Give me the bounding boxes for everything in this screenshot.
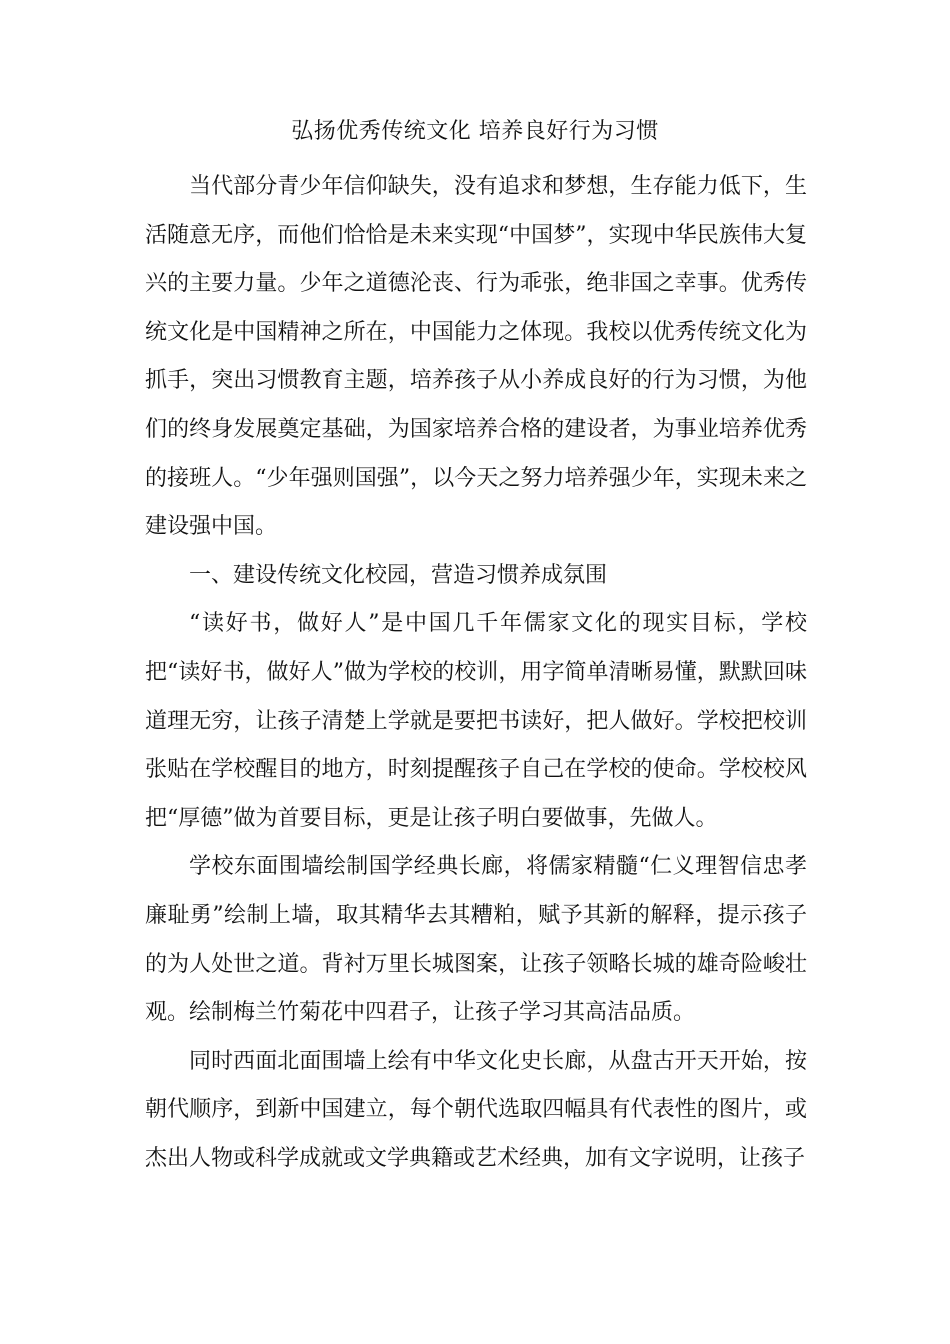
section-heading-1: 一、建设传统文化校园，营造习惯养成氛围 bbox=[189, 562, 608, 588]
paragraph-intro: 当代部分青少年信仰缺失，没有追求和梦想，生存能力低下，生活随意无序，而他们恰恰是未来实现“中国梦”，实现中华民族伟大复兴的主要力量。少年之道德沦丧、行为乖张，绝非国之幸事。优秀传统文化是中国精神之所在，中国能力之体现。我校以优秀传统文化为抓手，突出习惯教育主题，培养孩子从小养成良好的行为习惯，为他们的终身发展奠定基础，为国家培养合格的建设者，为事业培养优秀的接班人。“少年强则国强”，以今天之努力培养强少年，实现未来之建设强中国。 bbox=[145, 174, 807, 540]
document-title: 弘扬优秀传统文化 培养良好行为习惯 bbox=[291, 119, 659, 144]
paragraph-west-north-wall: 同时西面北面围墙上绘有中华文化史长廊，从盘古开天开始，按朝代顺序，到新中国建立，每个朝代选取四幅具有代表性的图片，或杰出人物或科学成就或文学典籍或艺术经典，加有文字说明，让孩子 bbox=[145, 1048, 807, 1171]
paragraph-school-motto: “读好书，做好人”是中国几千年儒家文化的现实目标，学校把“读好书，做好人”做为学校的校训，用字简单清晰易懂，默默回味道理无穷，让孩子清楚上学就是要把书读好，把人做好。学校把校训张贴在学校醒目的地方，时刻提醒孩子自己在学校的使命。学校校风把“厚德”做为首要目标，更是让孩子明白要做事，先做人。 bbox=[145, 611, 807, 831]
paragraph-east-wall: 学校东面围墙绘制国学经典长廊，将儒家精髓“仁义理智信忠孝廉耻勇”绘制上墙，取其精华去其糟粕，赋予其新的解释，提示孩子的为人处世之道。背衬万里长城图案，让孩子领略长城的雄奇险峻壮观。绘制梅兰竹菊花中四君子，让孩子学习其高洁品质。 bbox=[145, 854, 807, 1026]
document-body bbox=[145, 163, 807, 1183]
